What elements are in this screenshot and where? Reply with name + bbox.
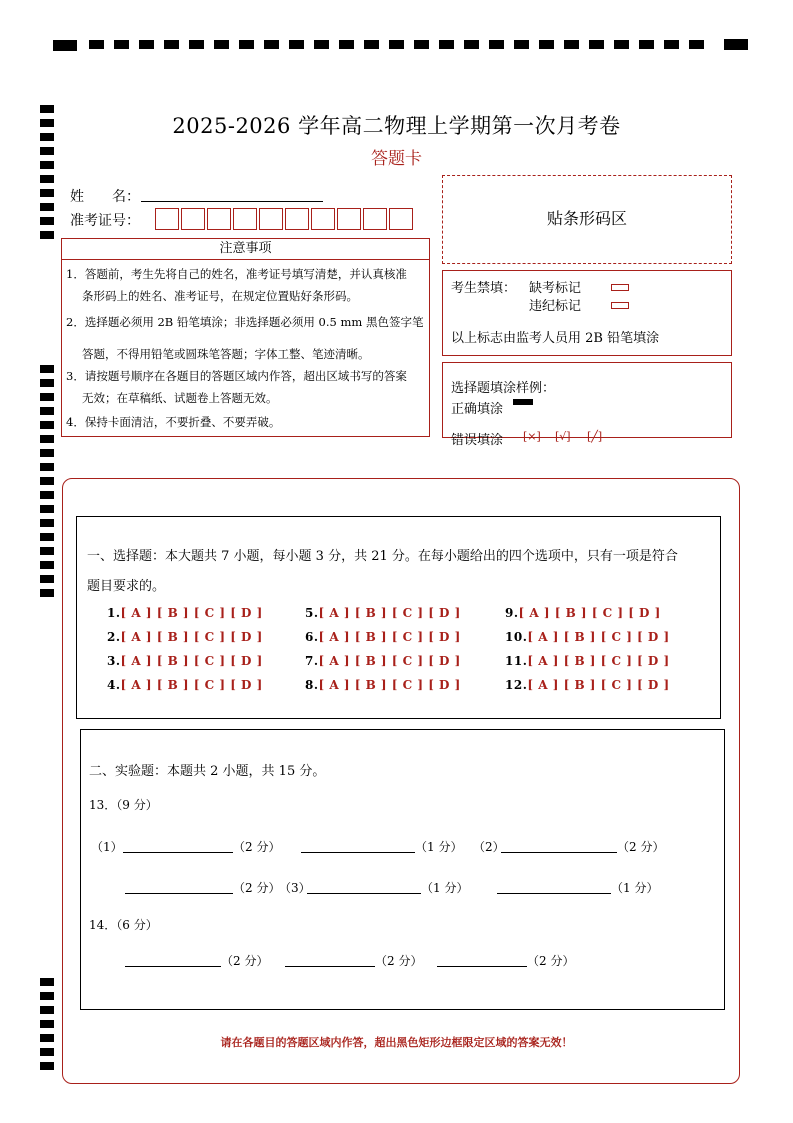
answer-blank[interactable] [497,893,611,894]
answer-blank[interactable] [125,893,233,894]
forbid-label: 考生禁填： [451,281,517,296]
points-label: （1 分） [415,840,463,854]
choice-options[interactable]: [ A ] [ B ] [ C ] [ D ] [318,606,461,620]
choice-question[interactable] [305,654,461,668]
question-number: 10. [505,630,528,644]
id-digit-box[interactable] [259,208,283,230]
id-digit-box[interactable] [233,208,257,230]
notice-box [61,259,430,437]
choice-question[interactable] [107,606,263,620]
page-subtitle: 答题卡 [371,149,422,169]
question-number: 11. [505,654,528,668]
name-field[interactable] [141,201,323,202]
question-number: 5. [305,606,319,620]
question-number: 12. [505,678,528,692]
choice-question[interactable] [505,606,661,620]
notice-item: 答题，不得用铅笔或圆珠笔答题；字体工整、笔迹清晰。 [82,347,370,361]
name-label: 姓 名： [70,189,140,205]
question-number: 2. [107,630,121,644]
points-label: （1 分） [611,881,659,895]
choice-options[interactable]: [ A ] [ B ] [ C ] [ D ] [318,678,461,692]
points-label: （2 分） [233,840,281,854]
subquestion-label: （1） [91,840,123,854]
choice-options[interactable]: [ A ] [ B ] [ C ] [ D ] [318,630,461,644]
subquestion-label: （3） [279,881,311,895]
absent-mark-label: 缺考标记 [529,281,582,296]
proctor-marks-box [442,270,732,356]
id-digit-box[interactable] [363,208,387,230]
notice-item: 2．选择题必须用 2B 铅笔填涂；非选择题必须用 0.5 mm 黑色签字笔 [66,315,424,329]
violation-mark-label: 违纪标记 [529,299,582,314]
points-label: （2 分） [375,954,423,968]
points-label: （1 分） [421,881,469,895]
choice-question[interactable] [505,630,670,644]
notice-item: 条形码上的姓名、准考证号，在规定位置贴好条形码。 [82,289,358,303]
points-label: （2 分） [527,954,575,968]
notice-item: 3．请按题号顺序在各题目的答题区域内作答，超出区域书写的答案 [66,369,407,383]
footer-warning: 请在各题目的答题区域内作答，超出黑色矩形边框限定区域的答案无效！ [220,1036,573,1049]
question-13-label: 13．（9 分） [89,798,158,812]
wrong-mark-check: [√] [555,430,571,443]
violation-mark-box[interactable] [611,302,629,309]
sample-wrong-label: 错误填涂 [451,433,504,448]
page-title: 2025-2026 学年高二物理上学期第一次月考卷 [172,114,621,138]
answer-blank[interactable] [125,966,221,967]
id-number-boxes[interactable] [155,208,415,230]
id-digit-box[interactable] [181,208,205,230]
choice-question[interactable] [305,678,461,692]
experiment-instruction: 二、实验题：本题共 2 小题，共 15 分。 [89,764,326,779]
barcode-area: 贴条形码区 [442,175,732,264]
notice-item: 1．答题前，考生先将自己的姓名，准考证号填写清楚，并认真核准 [66,267,407,281]
points-label: （2 分） [221,954,269,968]
choice-options[interactable]: [ A ] [ B ] [ C ] [ D ] [527,630,670,644]
notice-title: 注意事项 [61,238,430,260]
wrong-mark-slash: [╱] [587,430,603,443]
choice-options[interactable]: [ A ] [ B ] [ C ] [ D ] [527,678,670,692]
fill-sample-box [442,362,732,448]
question-number: 4. [107,678,121,692]
answer-blank[interactable] [285,966,375,967]
choice-instruction-line1: 一、选择题：本大题共 7 小题，每小题 3 分，共 21 分。在每小题给出的四个选项中，只有一项是符合 [87,549,678,564]
question-number: 1. [107,606,121,620]
choice-instruction-line2: 题目要求的。 [87,579,166,594]
choice-question[interactable] [505,654,670,668]
choice-options[interactable]: [ A ] [ B ] [ C ] [ D ] [120,678,263,692]
choice-question[interactable] [107,678,263,692]
choice-question[interactable] [107,654,263,668]
question-number: 3. [107,654,121,668]
answer-blank[interactable] [123,852,233,853]
question-number: 8. [305,678,319,692]
answer-blank[interactable] [501,852,617,853]
notice-item: 无效；在草稿纸、试题卷上答题无效。 [82,391,278,405]
id-digit-box[interactable] [285,208,309,230]
question-number: 9. [505,606,519,620]
absent-mark-box[interactable] [611,284,629,291]
question-number: 6. [305,630,319,644]
experiment-section [80,729,725,1010]
choice-options[interactable]: [ A ] [ B ] [ C ] [ D ] [120,630,263,644]
choice-section [76,516,721,719]
forbid-note: 以上标志由监考人员用 2B 铅笔填涂 [451,331,660,346]
sample-title: 选择题填涂样例： [451,381,556,396]
id-digit-box[interactable] [389,208,413,230]
points-label: （2 分） [617,840,665,854]
answer-blank[interactable] [301,852,415,853]
id-label: 准考证号： [70,213,140,229]
choice-question[interactable] [107,630,263,644]
answer-blank[interactable] [307,893,421,894]
correct-fill-sample [513,399,533,405]
choice-options[interactable]: [ A ] [ B ] [ C ] [ D ] [318,654,461,668]
id-digit-box[interactable] [155,208,179,230]
question-number: 7. [305,654,319,668]
answer-blank[interactable] [437,966,527,967]
choice-options[interactable]: [ A ] [ B ] [ C ] [ D ] [527,654,670,668]
question-14-label: 14．（6 分） [89,918,158,932]
id-digit-box[interactable] [311,208,335,230]
id-digit-box[interactable] [207,208,231,230]
choice-options[interactable]: [ A ] [ B ] [ C ] [ D ] [120,606,263,620]
choice-options[interactable]: [ A ] [ B ] [ C ] [ D ] [120,654,263,668]
choice-question[interactable] [305,630,461,644]
sample-correct-label: 正确填涂 [451,402,504,417]
choice-question[interactable] [305,606,461,620]
id-digit-box[interactable] [337,208,361,230]
choice-options[interactable]: [ A ] [ B ] [ C ] [ D ] [518,606,661,620]
wrong-mark-cross: [×] [523,430,541,443]
subquestion-label: （2） [473,840,505,854]
notice-item: 4．保持卡面清洁，不要折叠、不要弄破。 [66,415,281,429]
points-label: （2 分） [233,881,281,895]
choice-question[interactable] [505,678,670,692]
